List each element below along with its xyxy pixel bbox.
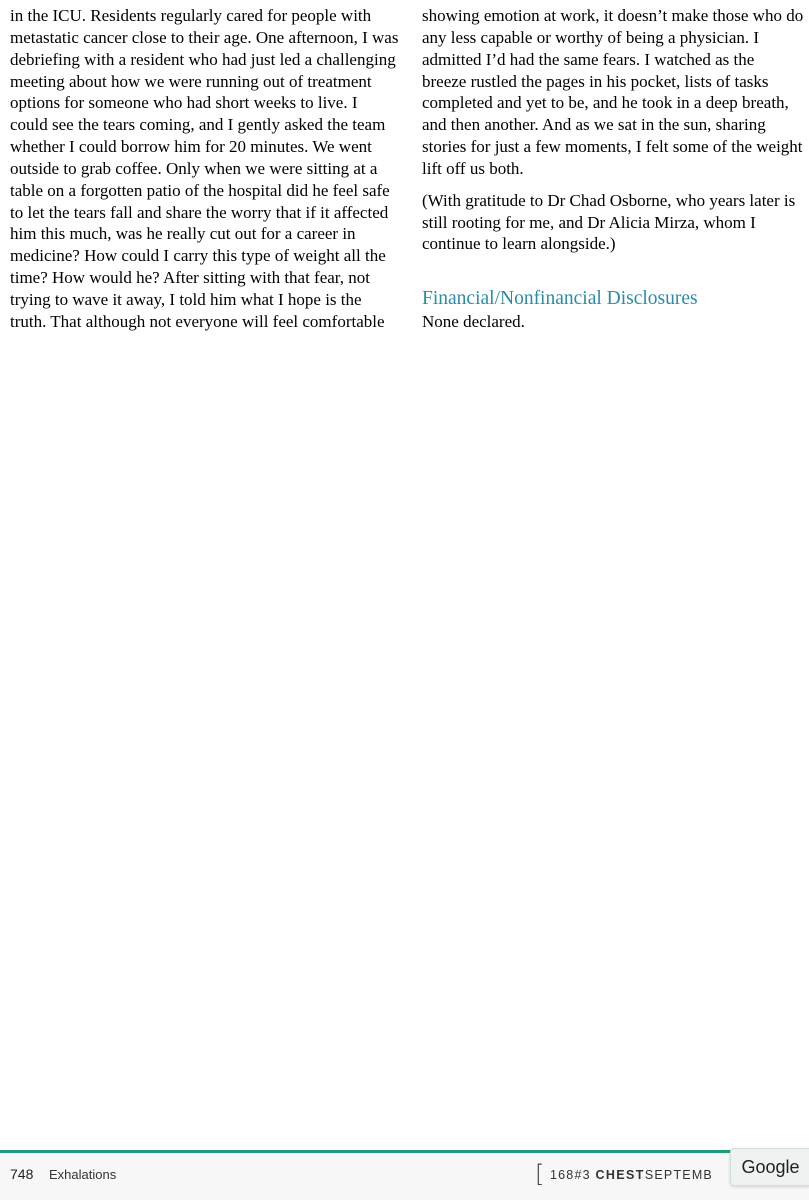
text-line: lift off us both. [422, 158, 524, 178]
page-number: 748 [10, 1166, 34, 1182]
google-translate-button[interactable]: Google [730, 1148, 809, 1186]
journal-name: CHEST [595, 1168, 645, 1182]
bracket-glyph: [ [535, 1160, 545, 1188]
text-line: to let the tears fall and share the worry that if it affected [10, 202, 389, 222]
text-line: time? How would he? After sitting with that fear, not [10, 268, 371, 288]
text-line: trying to wave it away, I told him what I hope is the [10, 289, 362, 309]
text-line: whether I could borrow him for 20 minutes. We went [10, 137, 372, 157]
text-line: meeting about how we were running out of treatment [10, 71, 372, 91]
section-name: Exhalations [49, 1167, 117, 1182]
acknowledgment-paragraph [422, 190, 804, 256]
text-line: breeze rustled the pages in his pocket, lists of tasks [422, 71, 769, 91]
text-line: continue to learn alongside.) [422, 234, 616, 254]
text-line: table on a forgotten patio of the hospital did he feel safe [10, 180, 390, 200]
text-line: in the ICU. Residents regularly cared for people with [10, 6, 372, 25]
text-line: completed and yet to be, and he took in a deep breath, [422, 93, 789, 113]
text-line: truth. That although not everyone will feel comfortable [10, 311, 385, 331]
text-line: options for someone who had short weeks to live. I [10, 93, 358, 113]
disclosures-heading: Financial/Nonfinancial Disclosures [422, 288, 698, 310]
text-line: outside to grab coffee. Only when we were sitting at a [10, 158, 378, 178]
text-line: showing emotion at work, it doesn’t make those who do [422, 6, 804, 25]
text-line: admitted I’d had the same fears. I watched as the [422, 49, 755, 69]
text-line: and then another. And as we sat in the sun, sharing [422, 115, 766, 135]
text-line: medicine? How could I carry this type of weight all the [10, 246, 386, 266]
page-footer [0, 1153, 809, 1200]
text-line: could see the tears coming, and I gently asked the team [10, 115, 386, 135]
text-line: still rooting for me, and Dr Alicia Mirza, whom I [422, 212, 756, 232]
text-line: (With gratitude to Dr Chad Osborne, who years later is [422, 190, 796, 210]
text-line: debriefing with a resident who had just led a challenging [10, 49, 396, 69]
disclosures-text: None declared. [422, 312, 525, 332]
text-line: him this much, was he really cut out for a career in [10, 224, 356, 244]
issue-number: 168#3 [550, 1168, 591, 1182]
text-line: any less capable or worthy of being a physician. I [422, 27, 760, 47]
left-column [10, 5, 399, 333]
issue-month: SEPTEMB [644, 1168, 713, 1182]
body-paragraph [10, 5, 399, 333]
right-column [422, 5, 804, 333]
text-line: stories for just a few moments, I felt some of the weight [422, 137, 803, 157]
body-paragraph [422, 5, 804, 180]
issue-info [550, 1168, 713, 1182]
text-line: metastatic cancer close to their age. One afternoon, I was [10, 27, 399, 47]
